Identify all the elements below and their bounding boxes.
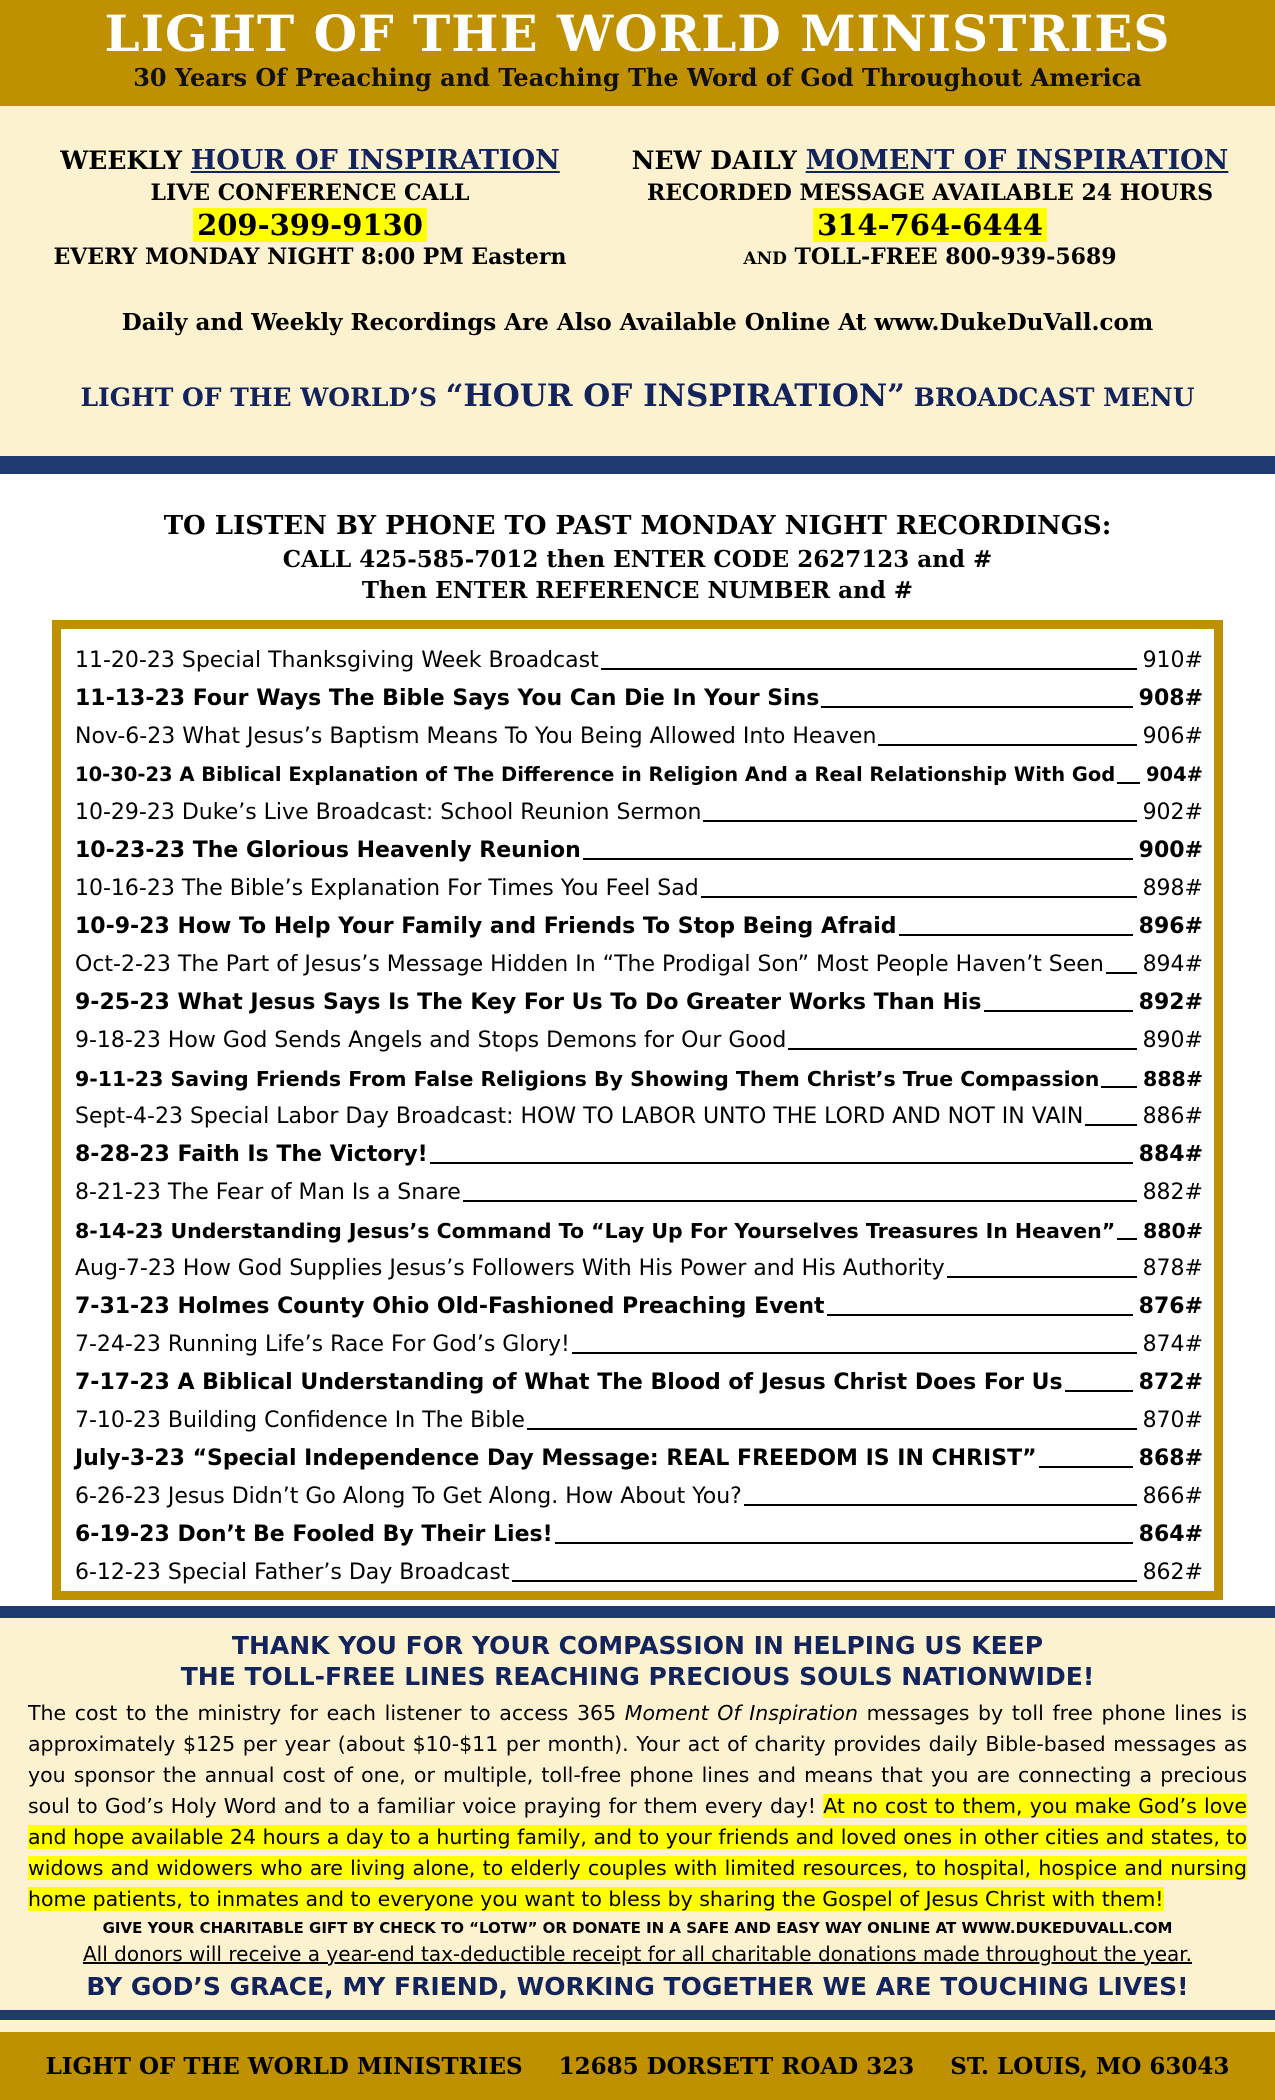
- weekly-prefix: WEEKLY: [60, 146, 182, 175]
- leader-line: [583, 858, 1133, 860]
- leader-line: [1117, 1238, 1137, 1240]
- leader-line: [701, 896, 1137, 898]
- recording-row: [75, 679, 1203, 717]
- recording-reference-number: 894#: [1142, 952, 1203, 977]
- leader-line: [601, 668, 1137, 670]
- weekly-line1: LIVE CONFERENCE CALL: [150, 180, 470, 206]
- broadcast-menu-title: [0, 378, 1275, 414]
- recording-reference-number: 862#: [1142, 1560, 1203, 1585]
- recording-reference-number: 882#: [1142, 1180, 1203, 1205]
- recording-row: [75, 641, 1203, 679]
- weekly-call-info: [0, 144, 620, 272]
- recording-reference-number: 900#: [1138, 838, 1203, 863]
- leader-line: [899, 934, 1133, 936]
- daily-and: AND: [743, 249, 787, 269]
- page-subtitle: 30 Years Of Preaching and Teaching The Word of God Throughout America: [133, 63, 1142, 92]
- footer-street: 12685 DORSETT ROAD 323: [558, 2052, 915, 2080]
- recording-reference-number: 896#: [1138, 914, 1203, 939]
- daily-message-info: [610, 144, 1250, 274]
- recording-title: 7-10-23 Building Confidence In The Bible: [75, 1408, 525, 1433]
- body-part-b: messages by toll free phone lines is approximately $125 per year (about $10-$11 per month). Your act of charity provides daily Bible-based messages as you sponsor the annual cost of one, or multiple, toll-free phone lines and means that you are connecting a precious soul to God’s Holy Word and to a familiar voice praying for them every day!: [28, 1701, 1247, 1818]
- recording-reference-number: 864#: [1138, 1522, 1203, 1547]
- recording-title: 8-28-23 Faith Is The Victory!: [75, 1142, 428, 1167]
- recording-reference-number: 902#: [1142, 800, 1203, 825]
- footer-org: LIGHT OF THE WORLD MINISTRIES: [45, 2052, 523, 2080]
- recording-title: 7-31-23 Holmes County Ohio Old-Fashioned Preaching Event: [75, 1294, 825, 1319]
- body-part-a: The cost to the ministry for each listener to access 365: [28, 1701, 625, 1725]
- recording-reference-number: 910#: [1142, 648, 1203, 673]
- recording-title: 11-13-23 Four Ways The Bible Says You Can Die In Your Sins: [75, 686, 820, 711]
- recording-row: [75, 1135, 1203, 1173]
- recording-reference-number: 898#: [1142, 876, 1203, 901]
- daily-program-name: MOMENT OF INSPIRATION: [805, 145, 1229, 176]
- daily-tollfree[interactable]: TOLL-FREE 800-939-5689: [794, 244, 1117, 270]
- recording-title: 9-25-23 What Jesus Says Is The Key For Us To Do Greater Works Than His: [75, 990, 982, 1015]
- recording-reference-number: 872#: [1138, 1370, 1203, 1395]
- divider-stripe: [0, 2010, 1275, 2020]
- online-availability: Daily and Weekly Recordings Are Also Available Online At www.DukeDuVall.com: [121, 309, 1154, 336]
- leader-line: [744, 1504, 1137, 1506]
- recording-title: 6-19-23 Don’t Be Fooled By Their Lies!: [75, 1522, 553, 1547]
- leader-line: [821, 706, 1132, 708]
- body-italic: Moment Of Inspiration: [624, 1701, 858, 1725]
- recording-row: [75, 1515, 1203, 1553]
- recording-reference-number: 904#: [1145, 763, 1203, 786]
- leader-line: [555, 1542, 1133, 1544]
- recording-title: 6-26-23 Jesus Didn’t Go Along To Get Along. How About You?: [75, 1484, 742, 1509]
- recording-row: [75, 1325, 1203, 1363]
- page-title: LIGHT OF THE WORLD MINISTRIES: [104, 4, 1171, 63]
- recordings-list: [52, 620, 1223, 1600]
- recording-row: [75, 1553, 1203, 1591]
- divider-stripe: [0, 456, 1275, 474]
- recording-reference-number: 892#: [1138, 990, 1203, 1015]
- leader-line: [512, 1580, 1137, 1582]
- recording-title: 9-18-23 How God Sends Angels and Stops Demons for Our Good: [75, 1028, 787, 1053]
- recording-row: [75, 755, 1203, 793]
- leader-line: [703, 820, 1136, 822]
- recording-reference-number: 908#: [1138, 686, 1203, 711]
- thank-you-heading-line1: THANK YOU FOR YOUR COMPASSION IN HELPING US KEEP: [231, 1631, 1044, 1660]
- recording-title: 10-29-23 Duke’s Live Broadcast: School Reunion Sermon: [75, 800, 702, 825]
- weekly-heading: [0, 144, 620, 178]
- listen-call-line: CALL 425-585-7012 then ENTER CODE 2627123 and #: [282, 546, 993, 573]
- leader-line: [1065, 1390, 1133, 1392]
- recording-title: 10-9-23 How To Help Your Family and Friends To Stop Being Afraid: [75, 914, 897, 939]
- recording-title: Oct-2-23 The Part of Jesus’s Message Hidden In “The Prodigal Son” Most People Haven’t Seen: [75, 952, 1104, 977]
- recording-reference-number: 866#: [1142, 1484, 1203, 1509]
- daily-heading: [610, 144, 1250, 178]
- body-highlight: At no cost to them, you make God’s love and hope available 24 hours a day to a hurting family, and to your friends and loved ones in other cities and states, to widows and widowers who are living alone, to elderly couples with limited resources, to hospital, hospice and nursing home patients, to inmates and to everyone you want to bless by sharing the Gospel of Jesus Christ with them!: [28, 1794, 1247, 1911]
- leader-line: [1039, 1466, 1133, 1468]
- recording-reference-number: 868#: [1138, 1446, 1203, 1471]
- leader-line: [463, 1200, 1137, 1202]
- thank-you-heading: [0, 1618, 1275, 1692]
- recording-row: [75, 1173, 1203, 1211]
- thank-you-panel: [0, 1618, 1275, 2010]
- recording-reference-number: 886#: [1142, 1104, 1203, 1129]
- recording-title: 10-23-23 The Glorious Heavenly Reunion: [75, 838, 581, 863]
- recording-row: [75, 907, 1203, 945]
- leader-line: [1106, 972, 1137, 974]
- weekly-phone[interactable]: 209-399-9130: [193, 208, 427, 242]
- daily-line1: RECORDED MESSAGE AVAILABLE 24 HOURS: [646, 180, 1214, 206]
- recording-reference-number: 880#: [1143, 1219, 1203, 1243]
- leader-line: [788, 1048, 1136, 1050]
- recording-row: [75, 1211, 1203, 1249]
- leader-line: [1117, 782, 1140, 784]
- recording-title: 8-21-23 The Fear of Man Is a Snare: [75, 1180, 461, 1205]
- divider-spacer: [0, 2020, 1275, 2032]
- recording-title: 10-16-23 The Bible’s Explanation For Times You Feel Sad: [75, 876, 699, 901]
- leader-line: [527, 1428, 1137, 1430]
- recording-reference-number: 884#: [1138, 1142, 1203, 1167]
- leader-line: [430, 1162, 1133, 1164]
- recording-row: [75, 1097, 1203, 1135]
- recording-title: 7-24-23 Running Life’s Race For God’s Glory!: [75, 1332, 570, 1357]
- recording-row: [75, 1439, 1203, 1477]
- top-banner: [0, 0, 1275, 106]
- leader-line: [984, 1010, 1133, 1012]
- recording-title: 6-12-23 Special Father’s Day Broadcast: [75, 1560, 510, 1585]
- recording-row: [75, 1401, 1203, 1439]
- recording-title: Nov-6-23 What Jesus’s Baptism Means To You Being Allowed Into Heaven: [75, 724, 877, 749]
- weekly-schedule: EVERY MONDAY NIGHT 8:00 PM Eastern: [53, 244, 567, 270]
- daily-tollfree-line: [610, 242, 1250, 274]
- recording-row: [75, 1021, 1203, 1059]
- menu-title-before: LIGHT OF THE WORLD’S: [80, 383, 446, 412]
- recording-title: 8-14-23 Understanding Jesus’s Command To “Lay Up For Yourselves Treasures In Heaven”: [75, 1219, 1116, 1243]
- closing-line: BY GOD’S GRACE, MY FRIEND, WORKING TOGETHER WE ARE TOUCHING LIVES!: [86, 1972, 1189, 2001]
- thank-you-body: [28, 1698, 1247, 1915]
- recording-row: [75, 1363, 1203, 1401]
- listen-instructions: [0, 508, 1275, 606]
- recording-reference-number: 878#: [1142, 1256, 1203, 1281]
- recording-title: 7-17-23 A Biblical Understanding of What The Blood of Jesus Christ Does For Us: [75, 1370, 1063, 1395]
- recording-row: [75, 1059, 1203, 1097]
- thank-you-heading-line2: THE TOLL-FREE LINES REACHING PRECIOUS SOULS NATIONWIDE!: [180, 1662, 1095, 1691]
- leader-line: [878, 744, 1136, 746]
- leader-line: [572, 1352, 1137, 1354]
- recording-reference-number: 874#: [1142, 1332, 1203, 1357]
- recording-reference-number: 876#: [1138, 1294, 1203, 1319]
- listen-heading: TO LISTEN BY PHONE TO PAST MONDAY NIGHT RECORDINGS:: [163, 511, 1112, 541]
- leader-line: [1085, 1124, 1136, 1126]
- recording-row: [75, 1287, 1203, 1325]
- recording-row: [75, 717, 1203, 755]
- recording-title: 10-30-23 A Biblical Explanation of The Difference in Religion And a Real Relationship With God: [75, 763, 1116, 786]
- daily-phone[interactable]: 314-764-6444: [813, 208, 1047, 242]
- leader-line: [947, 1276, 1137, 1278]
- recording-row: [75, 983, 1203, 1021]
- recording-title: 11-20-23 Special Thanksgiving Week Broadcast: [75, 648, 599, 673]
- recording-row: [75, 869, 1203, 907]
- recording-row: [75, 1477, 1203, 1515]
- recording-row: [75, 831, 1203, 869]
- listen-reference-line: Then ENTER REFERENCE NUMBER and #: [361, 577, 914, 604]
- recording-reference-number: 870#: [1142, 1408, 1203, 1433]
- recording-title: Aug-7-23 How God Supplies Jesus’s Followers With His Power and His Authority: [75, 1256, 945, 1281]
- recording-title: 9-11-23 Saving Friends From False Religions By Showing Them Christ’s True Compassion: [75, 1067, 1100, 1091]
- menu-title-after: BROADCAST MENU: [905, 383, 1195, 412]
- recording-reference-number: 890#: [1142, 1028, 1203, 1053]
- daily-prefix: NEW DAILY: [631, 146, 797, 175]
- recording-reference-number: 888#: [1143, 1067, 1203, 1091]
- menu-title-big: “HOUR OF INSPIRATION”: [445, 378, 906, 414]
- receipt-notice: All donors will receive a year-end tax-deductible receipt for all charitable donations made throughout the year.: [82, 1942, 1193, 1966]
- leader-line: [827, 1314, 1133, 1316]
- info-panel: [0, 106, 1275, 456]
- recording-row: [75, 945, 1203, 983]
- recording-row: [75, 1249, 1203, 1287]
- recording-row: [75, 793, 1203, 831]
- recording-reference-number: 906#: [1142, 724, 1203, 749]
- footer-address: [0, 2032, 1275, 2100]
- divider-stripe: [0, 1606, 1275, 1618]
- recording-title: July-3-23 “Special Independence Day Message: REAL FREEDOM IS IN CHRIST”: [75, 1446, 1037, 1471]
- donation-instructions: GIVE YOUR CHARITABLE GIFT BY CHECK TO “LOTW” OR DONATE IN A SAFE AND EASY WAY ONLINE AT WWW.DUKEDUVALL.COM: [102, 1919, 1173, 1937]
- footer-city: ST. LOUIS, MO 63043: [950, 2052, 1230, 2080]
- weekly-program-name: HOUR OF INSPIRATION: [190, 145, 560, 176]
- recording-title: Sept-4-23 Special Labor Day Broadcast: HOW TO LABOR UNTO THE LORD AND NOT IN VAIN: [75, 1104, 1084, 1129]
- leader-line: [1101, 1086, 1137, 1088]
